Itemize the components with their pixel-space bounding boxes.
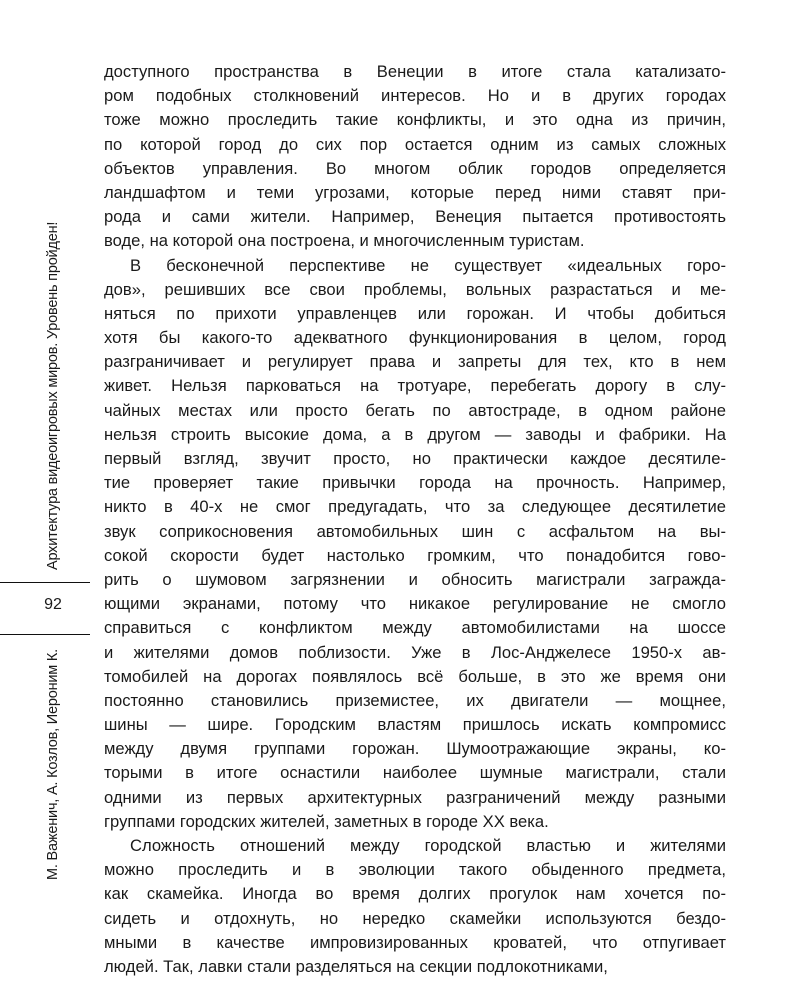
paragraph xyxy=(104,60,726,254)
text-line: звук соприкосновения автомобильных шин с асфальтом на вы- xyxy=(104,521,726,541)
page-number: 92 xyxy=(44,596,62,613)
text-line: воде, на которой она построена, и многочисленным туристам. xyxy=(104,231,585,251)
text-line: тие проверяет такие привычки города на прочность. Например, xyxy=(104,473,726,493)
text-line: и жителями домов поблизости. Уже в Лос-Анджелесе 1950-х ав- xyxy=(104,642,726,662)
text-line: по которой город до сих пор остается одним из самых сложных xyxy=(104,134,726,154)
text-line: постоянно становились приземистее, их двигатели — мощнее, xyxy=(104,690,726,710)
text-line: сокой скорости будет настолько громким, что понадобится гово- xyxy=(104,545,726,565)
text-line: группами городских жителей, заметных в городе XX века. xyxy=(104,811,549,831)
text-line: Сложность отношений между городской властью и жителями xyxy=(130,836,726,855)
text-line: тоже можно проследить такие конфликты, и это одна из причин, xyxy=(104,110,726,130)
text-line: как скамейка. Иногда во время долгих прогулок нам хочется по- xyxy=(104,884,726,904)
paragraph xyxy=(104,254,726,835)
text-line: томобилей на дорогах появлялось всё больше, в это же время они xyxy=(104,666,726,686)
book-title: Архитектура видеоигровых миров. Уровень пройден! xyxy=(45,221,61,570)
text-line: рить о шумовом загрязнении и обносить магистрали загражда- xyxy=(104,569,726,589)
text-line: живет. Нельзя парковаться на тротуаре, перебегать дорогу в слу- xyxy=(104,376,726,396)
text-line: няться по прихоти управленцев или горожан. И чтобы добиться xyxy=(104,303,726,323)
text-line: доступного пространства в Венеции в итоге стала катализато- xyxy=(104,62,726,81)
text-line: ландшафтом и теми угрозами, которые перед ними ставят при- xyxy=(104,182,726,202)
margin-rule-bottom xyxy=(0,634,90,635)
text-line: рода и сами жители. Например, Венеция пытается противостоять xyxy=(104,207,726,227)
text-line: мными в качестве импровизированных кроватей, что отпугивает xyxy=(104,932,726,952)
text-line: справиться с конфликтом между автомобилистами на шоссе xyxy=(104,618,726,638)
text-line: торыми в итоге оснастили наиболее шумные магистрали, стали xyxy=(104,763,726,783)
text-line: чайных местах или просто бегать по автостраде, в одном районе xyxy=(104,400,726,420)
text-line: ром подобных столкновений интересов. Но и в других городах xyxy=(104,86,726,106)
text-line: сидеть и отдохнуть, но нередко скамейки используются бездо- xyxy=(104,908,726,928)
text-line: шины — шире. Городским властям пришлось искать компромисс xyxy=(104,715,726,735)
text-line: дов», решивших все свои проблемы, вольных разрастаться и ме- xyxy=(104,279,726,299)
text-line: разграничивает и регулирует права и запреты для тех, кто в нем xyxy=(104,352,726,372)
text-line: можно проследить и в эволюции такого обыденного предмета, xyxy=(104,860,726,880)
text-line: первый взгляд, звучит просто, но практически каждое десятиле- xyxy=(104,449,726,468)
running-header-authors xyxy=(28,640,78,880)
paragraph xyxy=(104,834,726,979)
body-text xyxy=(104,60,726,979)
margin-rule-top xyxy=(0,582,90,583)
text-line: нельзя строить высокие дома, а в другом — заводы и фабрики. На xyxy=(104,424,726,444)
text-line: ющими экранами, потому что никакое регулирование не смогло xyxy=(104,594,726,614)
text-line: людей. Так, лавки стали разделяться на секции подлокотниками, xyxy=(104,956,608,976)
text-line: В бесконечной перспективе не существует «идеальных горо- xyxy=(130,255,726,275)
text-line: никто в 40-х не смог предугадать, что за следующее десятилетие xyxy=(104,497,726,517)
text-line: одними из первых архитектурных разграничений между разными xyxy=(104,787,726,807)
book-authors: М. Важенич, А. Козлов, Иероним К. xyxy=(45,649,61,880)
text-line: хотя бы какого-то адекватного функционирования в целом, город xyxy=(104,328,726,348)
running-header-title xyxy=(28,210,78,570)
text-line: между двумя группами горожан. Шумоотражающие экраны, ко- xyxy=(104,739,726,759)
text-line: объектов управления. Во многом облик городов определяется xyxy=(104,158,726,178)
